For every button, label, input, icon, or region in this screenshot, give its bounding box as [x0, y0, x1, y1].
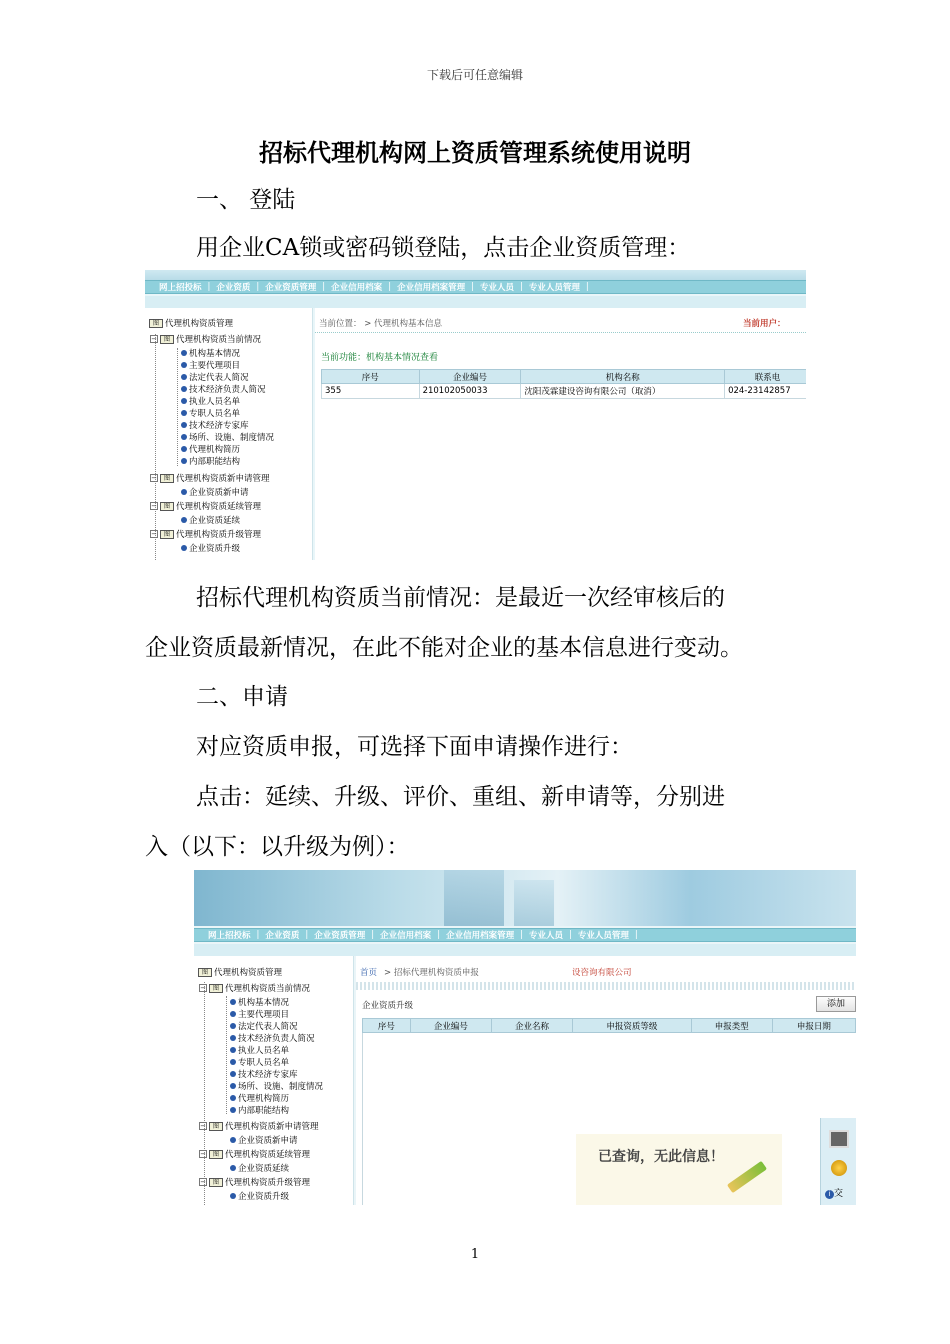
nav-item[interactable]: 企业信用档案管理 [446, 931, 515, 941]
folder-icon: 图 [160, 502, 174, 511]
bullet-icon [181, 374, 187, 380]
section-2-heading: 二、申请 [196, 684, 288, 710]
tree-item[interactable]: 执业人员名单 [230, 1044, 289, 1056]
folder-icon: 图 [209, 1178, 223, 1187]
nav-item[interactable]: 企业资质管理 [265, 283, 317, 293]
tree-item[interactable]: 企业资质新申请 [230, 1134, 298, 1146]
section-1-text: 用企业CA锁或密码锁登陆，点击企业资质管理： [196, 235, 691, 261]
column-header: 企业名称 [491, 1019, 572, 1033]
nav-item[interactable]: 企业资质 [265, 931, 300, 941]
info-table [321, 369, 806, 399]
screenshot-upgrade-view [194, 870, 856, 1205]
tree-item[interactable]: 场所、设施、制度情况 [181, 431, 274, 443]
folder-icon: 图 [160, 530, 174, 539]
breadcrumb-home[interactable]: 首页 [360, 968, 378, 978]
tree-item[interactable]: 技术经济专家库 [181, 419, 249, 431]
company-name: 设咨询有限公司 [572, 968, 632, 978]
folder-icon: 图 [160, 335, 174, 344]
tree-group-new[interactable]: − 图 代理机构资质新申请管理 [200, 1122, 319, 1132]
bullet-icon [230, 1193, 236, 1199]
bullet-icon [181, 362, 187, 368]
bullet-icon [230, 1023, 236, 1029]
column-header: 申报类型 [691, 1019, 772, 1033]
info-icon: i [825, 1190, 834, 1199]
collapse-icon: − [200, 1150, 206, 1158]
bullet-icon [230, 1035, 236, 1041]
bullet-icon [181, 434, 187, 440]
bullet-icon [181, 398, 187, 404]
tree-group-current[interactable]: − 图 代理机构资质当前情况 [200, 984, 311, 994]
side-label: i 交 [825, 1186, 843, 1199]
sidebar-tree [145, 308, 313, 560]
bullet-icon [230, 1083, 236, 1089]
column-header: 申报资质等级 [573, 1019, 692, 1033]
folder-icon: 图 [198, 968, 212, 977]
document-title: 招标代理机构网上资质管理系统使用说明 [259, 138, 691, 167]
tree-item[interactable]: 法定代表人简况 [181, 371, 249, 383]
side-widget [820, 1118, 856, 1205]
folder-icon: 图 [160, 474, 174, 483]
tree-item[interactable]: 企业资质升级 [181, 542, 240, 554]
tree-item[interactable]: 企业资质延续 [181, 514, 240, 526]
bullet-icon [181, 446, 187, 452]
tree-item[interactable]: 企业资质延续 [230, 1162, 289, 1174]
nav-item[interactable]: 企业信用档案管理 [397, 283, 466, 293]
nav-item[interactable]: 企业资质 [216, 283, 251, 293]
empty-result-message: 已查询，无此信息！ [598, 1149, 724, 1165]
section-2-text-2: 点击：延续、升级、评价、重组、新申请等，分别进 [196, 784, 725, 810]
bullet-icon [181, 410, 187, 416]
column-header: 序号 [363, 1019, 411, 1033]
tree-item[interactable]: 法定代表人简况 [230, 1020, 298, 1032]
bullet-icon [230, 1011, 236, 1017]
column-header: 申报日期 [772, 1019, 855, 1033]
header-banner [194, 870, 856, 926]
bullet-icon [230, 1059, 236, 1065]
screenshot-login-view [145, 270, 806, 560]
column-header: 企业编号 [410, 1019, 491, 1033]
folder-icon: 图 [209, 1122, 223, 1131]
tree-item[interactable]: 代理机构简历 [181, 443, 240, 455]
nav-item[interactable]: 企业资质管理 [314, 931, 366, 941]
bullet-icon [230, 999, 236, 1005]
column-header: 机构名称 [521, 370, 725, 384]
bullet-icon [230, 1071, 236, 1077]
current-user-label: 当前用户： [743, 319, 786, 329]
tree-group-upgrade[interactable]: − 图 代理机构资质升级管理 [200, 1178, 311, 1188]
nav-bar: 网上招投标 | 企业资质 | 企业资质管理 | 企业信用档案 | 企业信用档案管理 | 专业人员 | 专业人员管理 | [145, 280, 806, 294]
folder-icon: 图 [149, 319, 163, 328]
tree-item[interactable]: 技术经济负责人简况 [230, 1032, 315, 1044]
pencil-icon [727, 1161, 767, 1193]
nav-item[interactable]: 网上招投标 [159, 283, 202, 293]
tree-group-upgrade[interactable]: − 图 代理机构资质升级管理 [151, 530, 262, 540]
tree-group-new[interactable]: − 图 代理机构资质新申请管理 [151, 474, 270, 484]
tree-root[interactable]: 图 代理机构资质管理 [149, 317, 233, 329]
page-number: 1 [470, 1247, 480, 1262]
breadcrumb: > 招标代理机构资质申报 [384, 968, 479, 978]
description-line-1: 招标代理机构资质当前情况：是最近一次经审核后的 [196, 585, 725, 611]
bullet-icon [230, 1095, 236, 1101]
header-note: 下载后可任意编辑 [426, 68, 523, 82]
bullet-icon [181, 422, 187, 428]
top-banner [145, 270, 806, 280]
main-panel [356, 956, 856, 1205]
nav-item[interactable]: 网上招投标 [208, 931, 251, 941]
bullet-icon [230, 1165, 236, 1171]
tree-item[interactable]: 执业人员名单 [181, 395, 240, 407]
avatar [829, 1130, 849, 1148]
column-header: 联系电 [725, 370, 806, 384]
column-header: 序号 [322, 370, 420, 384]
column-header: 企业编号 [419, 370, 521, 384]
collapse-icon: − [200, 1178, 206, 1186]
collapse-icon: − [151, 502, 157, 510]
folder-icon: 图 [209, 1150, 223, 1159]
bullet-icon [230, 1107, 236, 1113]
tree-root[interactable]: 图 代理机构资质管理 [198, 966, 282, 978]
nav-bar: 网上招投标 | 企业资质 | 企业资质管理 | 企业信用档案 | 企业信用档案管理 | 专业人员 | 专业人员管理 | [194, 928, 856, 942]
tree-item[interactable]: 技术经济专家库 [230, 1068, 298, 1080]
tree-item[interactable]: 场所、设施、制度情况 [230, 1080, 323, 1092]
bullet-icon [181, 517, 187, 523]
tree-item[interactable]: 主要代理项目 [181, 359, 240, 371]
nav-item[interactable]: 专业人员 [479, 283, 514, 293]
bullet-icon [181, 386, 187, 392]
tree-group-renew[interactable]: − 图 代理机构资质延续管理 [151, 502, 262, 512]
section-title: 企业资质升级 [362, 1001, 414, 1011]
bullet-icon [230, 1137, 236, 1143]
main-panel [315, 308, 806, 560]
folder-icon: 图 [209, 984, 223, 993]
tree-item[interactable]: 内部职能结构 [230, 1104, 289, 1116]
tree-item[interactable]: 内部职能结构 [181, 455, 240, 467]
bullet-icon [181, 350, 187, 356]
collapse-icon: − [151, 530, 157, 538]
description-line-2: 企业资质最新情况，在此不能对企业的基本信息进行变动。 [145, 635, 743, 661]
current-function: 当前功能：机构基本情况查看 [321, 353, 439, 363]
collapse-icon: − [151, 474, 157, 482]
bullet-icon [181, 545, 187, 551]
tree-group-renew[interactable]: − 图 代理机构资质延续管理 [200, 1150, 311, 1160]
nav-item[interactable]: 企业信用档案 [380, 931, 432, 941]
nav-item[interactable]: 专业人员 [528, 931, 563, 941]
add-button[interactable]: 添加 [816, 996, 856, 1012]
status-icon [831, 1160, 847, 1176]
tree-item[interactable]: 机构基本情况 [181, 347, 240, 359]
tree-item[interactable]: 企业资质新申请 [181, 486, 249, 498]
bullet-icon [230, 1047, 236, 1053]
breadcrumb: 当前位置： > 代理机构基本信息 [319, 319, 443, 329]
upgrade-table [362, 1018, 856, 1033]
table-row[interactable]: 355 210102050033 沈阳茂霖建设咨询有限公司（取消） 024-23142857 [322, 384, 807, 399]
nav-item[interactable]: 企业信用档案 [331, 283, 383, 293]
section-2-text-3: 入（以下：以升级为例）： [145, 834, 410, 860]
collapse-icon: − [200, 984, 206, 992]
bullet-icon [181, 489, 187, 495]
tree-item[interactable]: 主要代理项目 [230, 1008, 289, 1020]
tree-group-current[interactable]: − 图 代理机构资质当前情况 [151, 335, 262, 345]
bullet-icon [181, 458, 187, 464]
tree-item[interactable]: 代理机构简历 [230, 1092, 289, 1104]
tree-item[interactable]: 机构基本情况 [230, 996, 289, 1008]
section-1-heading: 一、 登陆 [196, 187, 296, 213]
sidebar-tree [194, 956, 354, 1205]
tree-item[interactable]: 企业资质升级 [230, 1190, 289, 1202]
tree-item[interactable]: 专职人员名单 [181, 407, 240, 419]
tree-item[interactable]: 专职人员名单 [230, 1056, 289, 1068]
empty-result-notice [576, 1134, 782, 1205]
nav-item[interactable]: 专业人员管理 [577, 931, 629, 941]
nav-item[interactable]: 专业人员管理 [528, 283, 580, 293]
tree-item[interactable]: 技术经济负责人简况 [181, 383, 266, 395]
collapse-icon: − [200, 1122, 206, 1130]
collapse-icon: − [151, 335, 157, 343]
section-2-text-1: 对应资质申报，可选择下面申请操作进行： [196, 734, 633, 760]
